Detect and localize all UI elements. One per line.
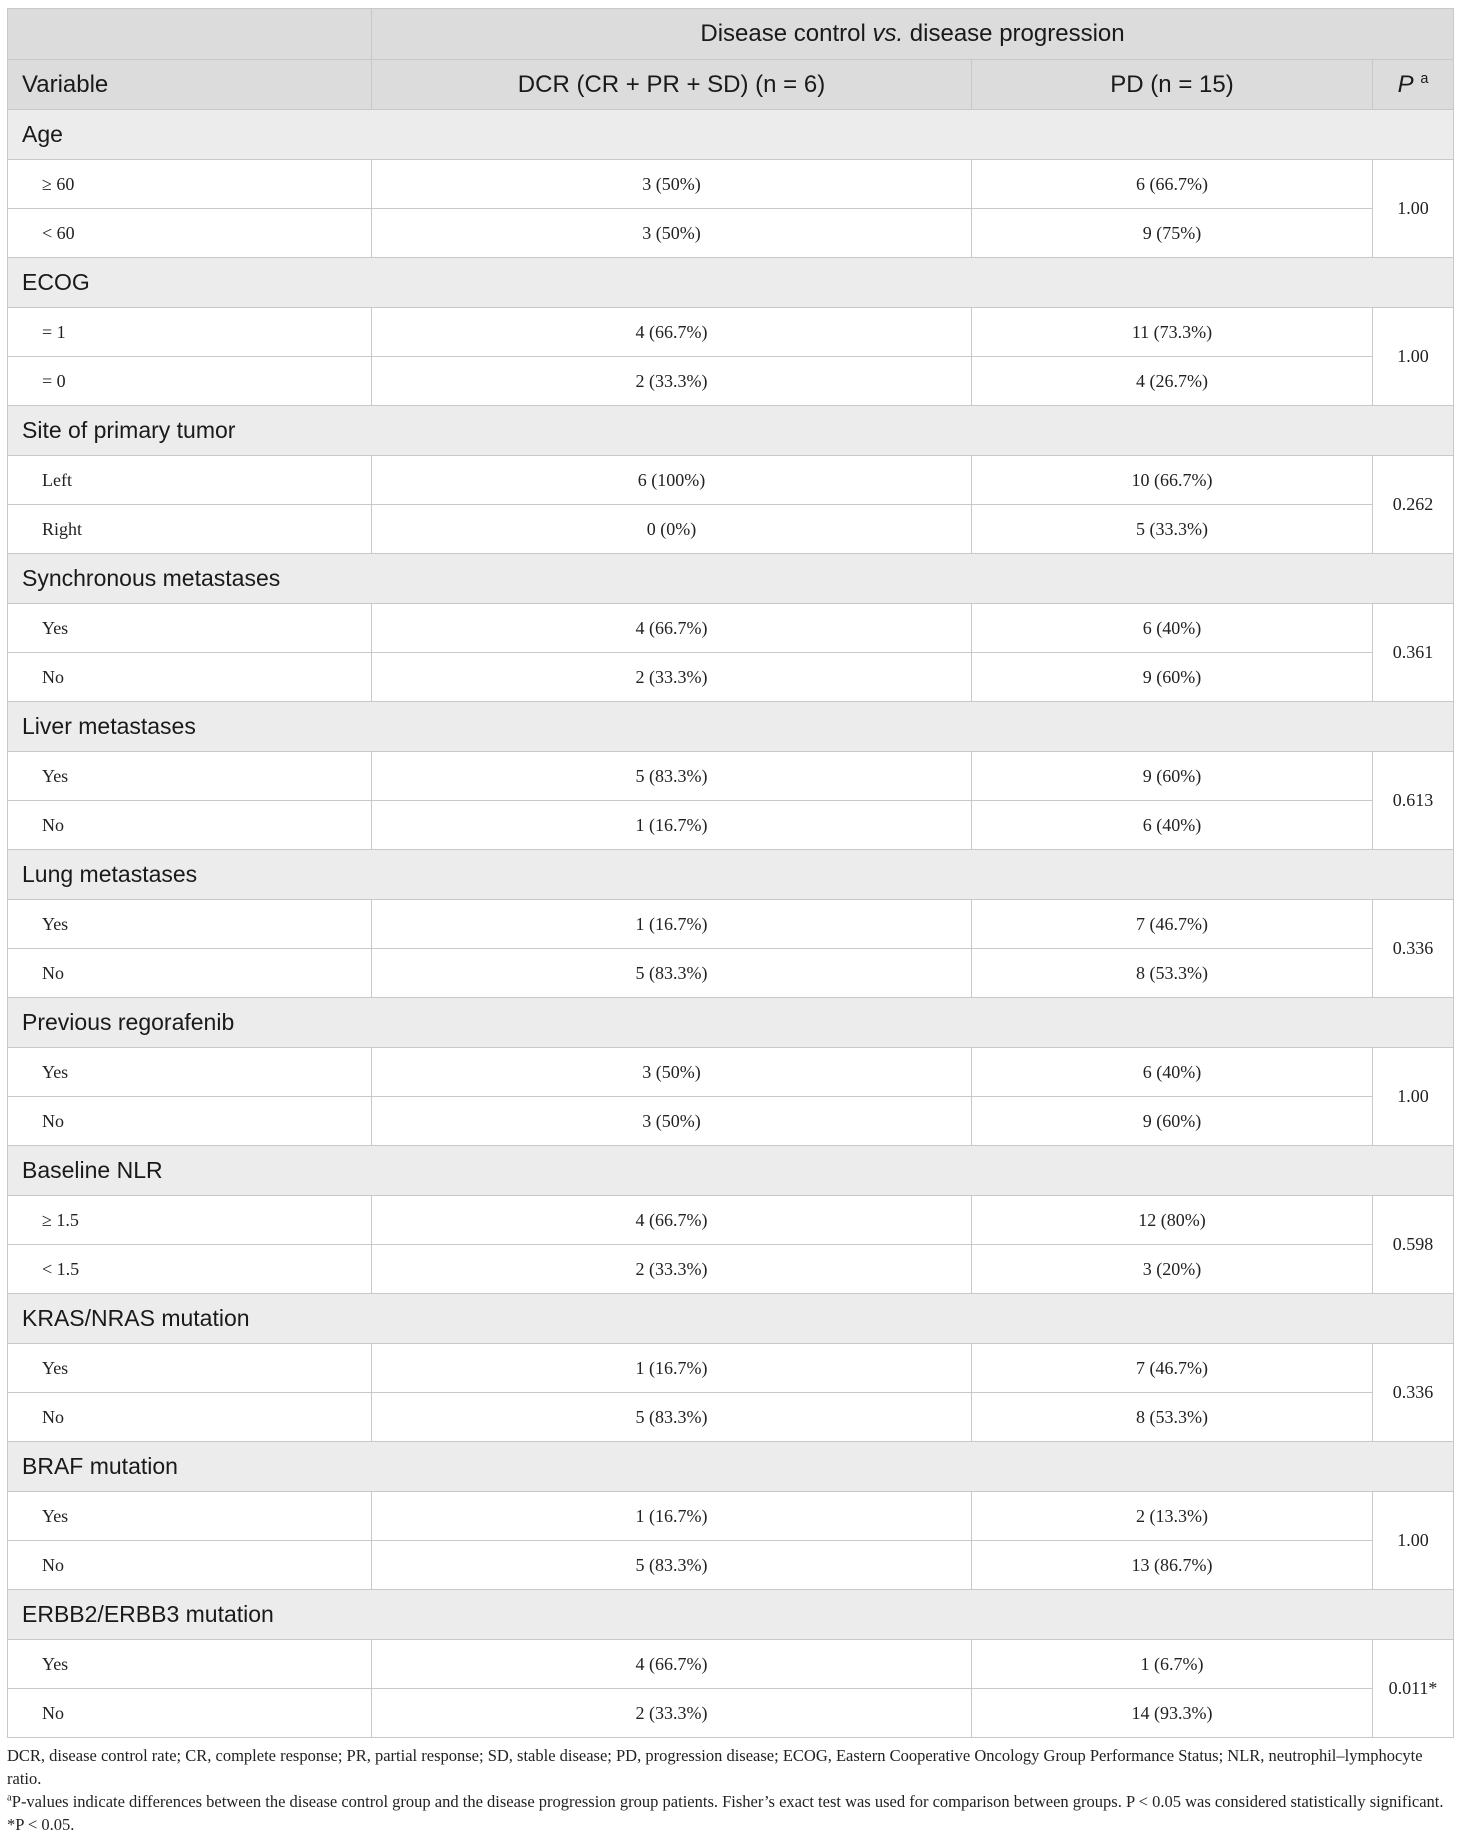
row-label: No [8,1541,372,1590]
p-value: 1.00 [1373,160,1454,258]
p-value: 0.613 [1373,752,1454,850]
p-value: 0.336 [1373,1344,1454,1442]
pd-value: 7 (46.7%) [972,1344,1373,1393]
dcr-value: 1 (16.7%) [372,1344,972,1393]
pd-value: 6 (40%) [972,604,1373,653]
group-header-text-italic: vs. [872,20,904,47]
row-label: < 60 [8,209,372,258]
row-label: Yes [8,900,372,949]
group-label: Site of primary tumor [8,406,1454,456]
table-row [8,505,1454,554]
table-row [8,1097,1454,1146]
dcr-value: 3 (50%) [372,1048,972,1097]
group-label: Liver metastases [8,702,1454,752]
dcr-value: 1 (16.7%) [372,801,972,850]
table-row [8,1344,1454,1393]
row-label: Yes [8,1048,372,1097]
row-label: Yes [8,1344,372,1393]
table-row [8,1640,1454,1689]
footnote-pvalue [7,1790,1453,1836]
table-row [8,456,1454,505]
pd-value: 7 (46.7%) [972,900,1373,949]
table-row [8,1245,1454,1294]
pd-value: 2 (13.3%) [972,1492,1373,1541]
group-row [8,258,1454,308]
dcr-value: 1 (16.7%) [372,1492,972,1541]
table-row [8,1492,1454,1541]
dcr-value: 2 (33.3%) [372,357,972,406]
group-row [8,110,1454,160]
pd-value: 14 (93.3%) [972,1689,1373,1738]
pd-value: 6 (66.7%) [972,160,1373,209]
row-label: Yes [8,752,372,801]
group-label: KRAS/NRAS mutation [8,1294,1454,1344]
pd-value: 1 (6.7%) [972,1640,1373,1689]
row-label: No [8,1097,372,1146]
group-row [8,702,1454,752]
group-row [8,1442,1454,1492]
dcr-value: 5 (83.3%) [372,949,972,998]
table-row [8,1196,1454,1245]
dcr-value: 5 (83.3%) [372,1393,972,1442]
table-row [8,900,1454,949]
results-table [7,8,1454,1738]
dcr-value: 4 (66.7%) [372,604,972,653]
dcr-value: 2 (33.3%) [372,653,972,702]
row-label: < 1.5 [8,1245,372,1294]
group-header [372,9,1454,60]
group-header-text-pre: Disease control [700,20,873,47]
table-row [8,752,1454,801]
row-label: No [8,1393,372,1442]
header-empty-cell [8,9,372,60]
col-header-dcr: DCR (CR + PR + SD) (n = 6) [372,60,972,110]
group-row [8,406,1454,456]
table-row [8,949,1454,998]
dcr-value: 3 (50%) [372,209,972,258]
group-header-text-post: disease progression [903,20,1125,47]
row-label: Yes [8,1492,372,1541]
dcr-value: 0 (0%) [372,505,972,554]
group-row [8,1294,1454,1344]
group-label: Lung metastases [8,850,1454,900]
col-header-p-sup: a [1420,70,1429,87]
dcr-value: 2 (33.3%) [372,1689,972,1738]
p-value: 0.262 [1373,456,1454,554]
p-value: 1.00 [1373,1048,1454,1146]
table-row [8,357,1454,406]
table-row [8,1393,1454,1442]
row-label: No [8,653,372,702]
group-label: Previous regorafenib [8,998,1454,1048]
pd-value: 3 (20%) [972,1245,1373,1294]
footnote-pvalue-text: P-values indicate differences between the disease control group and the disease progression group patients. Fisher’s exact test was used for comparison between groups. P < 0.05 was considered statistically significant. *P < 0.05. [7,1792,1444,1834]
row-label: = 1 [8,308,372,357]
table-row [8,1048,1454,1097]
dcr-value: 3 (50%) [372,1097,972,1146]
col-header-p [1373,60,1454,110]
row-label: = 0 [8,357,372,406]
group-row [8,1590,1454,1640]
table-row [8,209,1454,258]
dcr-value: 1 (16.7%) [372,900,972,949]
pd-value: 5 (33.3%) [972,505,1373,554]
dcr-value: 4 (66.7%) [372,308,972,357]
pd-value: 13 (86.7%) [972,1541,1373,1590]
table-row [8,1689,1454,1738]
row-label: Yes [8,1640,372,1689]
table-row [8,604,1454,653]
pd-value: 9 (75%) [972,209,1373,258]
dcr-value: 4 (66.7%) [372,1640,972,1689]
pd-value: 10 (66.7%) [972,456,1373,505]
row-label: ≥ 60 [8,160,372,209]
group-row [8,998,1454,1048]
group-row [8,554,1454,604]
group-label: BRAF mutation [8,1442,1454,1492]
pd-value: 4 (26.7%) [972,357,1373,406]
col-header-p-text: P [1397,70,1414,98]
group-label: ERBB2/ERBB3 mutation [8,1590,1454,1640]
p-value: 1.00 [1373,308,1454,406]
table-row [8,653,1454,702]
pd-value: 9 (60%) [972,653,1373,702]
row-label: Yes [8,604,372,653]
row-label: Left [8,456,372,505]
group-row [8,850,1454,900]
pd-value: 9 (60%) [972,752,1373,801]
pd-value: 6 (40%) [972,1048,1373,1097]
pd-value: 11 (73.3%) [972,308,1373,357]
row-label: No [8,801,372,850]
dcr-value: 5 (83.3%) [372,1541,972,1590]
dcr-value: 3 (50%) [372,160,972,209]
group-label: Age [8,110,1454,160]
dcr-value: 5 (83.3%) [372,752,972,801]
dcr-value: 2 (33.3%) [372,1245,972,1294]
p-value: 0.598 [1373,1196,1454,1294]
table-container [7,8,1453,1738]
dcr-value: 6 (100%) [372,456,972,505]
p-value: 0.336 [1373,900,1454,998]
header-row-columns [8,60,1454,110]
table-row [8,160,1454,209]
row-label: No [8,949,372,998]
table-footnotes [7,1744,1453,1836]
pd-value: 8 (53.3%) [972,1393,1373,1442]
table-row [8,801,1454,850]
row-label: No [8,1689,372,1738]
pd-value: 8 (53.3%) [972,949,1373,998]
group-row [8,1146,1454,1196]
footnote-pvalue-sup: a [7,1791,12,1804]
col-header-variable: Variable [8,60,372,110]
table-body [8,110,1454,1738]
row-label: ≥ 1.5 [8,1196,372,1245]
p-value: 0.361 [1373,604,1454,702]
p-value: 1.00 [1373,1492,1454,1590]
col-header-pd: PD (n = 15) [972,60,1373,110]
row-label: Right [8,505,372,554]
dcr-value: 4 (66.7%) [372,1196,972,1245]
p-value: 0.011* [1373,1640,1454,1738]
group-label: Synchronous metastases [8,554,1454,604]
pd-value: 12 (80%) [972,1196,1373,1245]
group-label: Baseline NLR [8,1146,1454,1196]
group-label: ECOG [8,258,1454,308]
footnote-abbreviations: DCR, disease control rate; CR, complete response; PR, partial response; SD, stable disease; PD, progression disease; ECOG, Eastern Cooperative Oncology Group Performance Status; NLR, neutrophil–lymphocyte ratio. [7,1746,1423,1788]
table-row [8,1541,1454,1590]
header-row-group [8,9,1454,60]
table-row [8,308,1454,357]
pd-value: 9 (60%) [972,1097,1373,1146]
pd-value: 6 (40%) [972,801,1373,850]
